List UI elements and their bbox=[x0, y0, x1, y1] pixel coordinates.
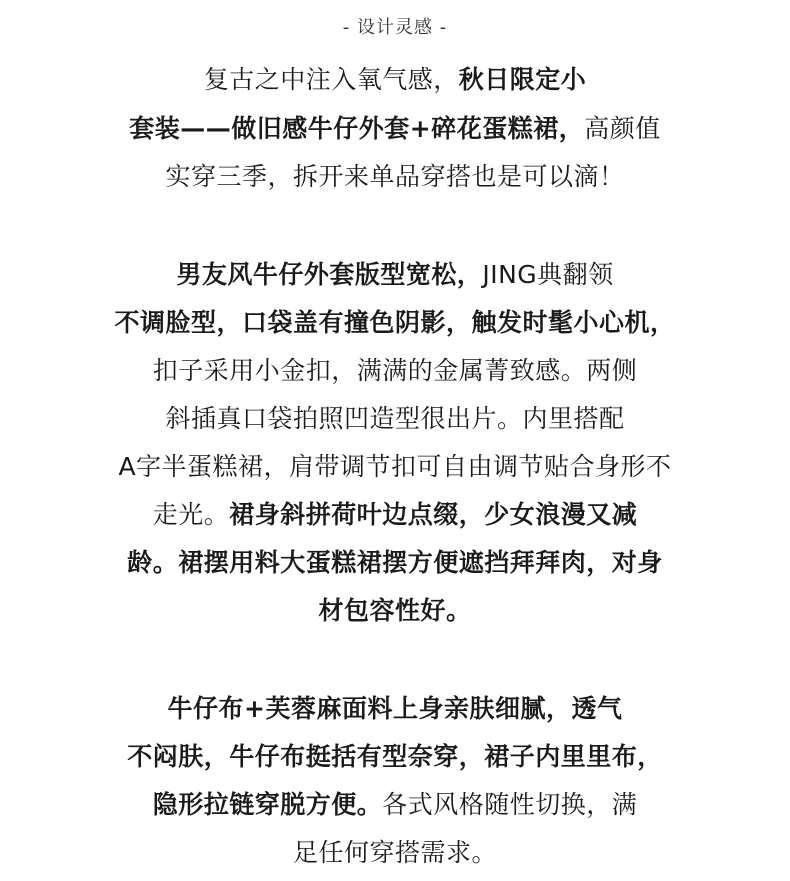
text-run: 足任何穿搭需求。 bbox=[292, 838, 497, 867]
text-line bbox=[0, 835, 790, 871]
text-run: 走光。 bbox=[152, 500, 230, 529]
text-line bbox=[0, 739, 790, 775]
text-run: 各式风格随性切换，满 bbox=[382, 790, 638, 819]
text-run: 隐形拉链穿脱方便。 bbox=[152, 790, 383, 819]
text-run: 不闷肤，牛仔布挺括有型奈穿，裙子内里里布， bbox=[127, 742, 663, 771]
text-run: 复古之中注入氧气感， bbox=[203, 65, 459, 94]
text-run: 高颜值 bbox=[584, 114, 661, 143]
text-line bbox=[0, 691, 790, 727]
text-line bbox=[0, 159, 790, 195]
text-line bbox=[0, 449, 790, 485]
text-line bbox=[0, 305, 790, 341]
text-line bbox=[0, 593, 790, 629]
text-run: 男友风牛仔外套版型宽松， bbox=[176, 260, 483, 289]
text-run: 裙身斜拼荷叶边点缀，少女浪漫又减 bbox=[229, 500, 638, 529]
text-line bbox=[0, 787, 790, 823]
text-run: 扣子采用小金扣，满满的金属菁致感。两侧 bbox=[152, 356, 638, 385]
text-run: 斜插真口袋拍照凹造型很出片。内里搭配 bbox=[165, 404, 625, 433]
section-title: - 设计灵感 - bbox=[342, 17, 448, 38]
text-run: A字半蛋糕裙，肩带调节扣可自由调节贴合身形不 bbox=[118, 452, 672, 481]
text-line bbox=[0, 353, 790, 389]
text-run: 实穿三季，拆开来单品穿搭也是可以滴！ bbox=[165, 162, 625, 191]
text-line bbox=[0, 62, 790, 98]
text-run: 牛仔布+芙蓉麻面料上身亲肤细腻，透气 bbox=[167, 694, 623, 723]
text-run: 套装——做旧感牛仔外套+碎花蛋糕裙， bbox=[129, 114, 585, 143]
text-run: JING典翻领 bbox=[482, 260, 614, 289]
text-line bbox=[0, 257, 790, 293]
text-line bbox=[0, 497, 790, 533]
text-line bbox=[0, 401, 790, 437]
text-run: 秋日限定小 bbox=[458, 65, 587, 94]
text-line bbox=[0, 111, 790, 147]
text-run: 材包容性好。 bbox=[318, 596, 472, 625]
text-run: 不调脸型，口袋盖有撞色阴影，触发时髦小心机， bbox=[114, 308, 676, 337]
text-line bbox=[0, 545, 790, 581]
text-run: 龄。裙摆用料大蛋糕裙摆方便遮挡拜拜肉，对身 bbox=[127, 548, 663, 577]
